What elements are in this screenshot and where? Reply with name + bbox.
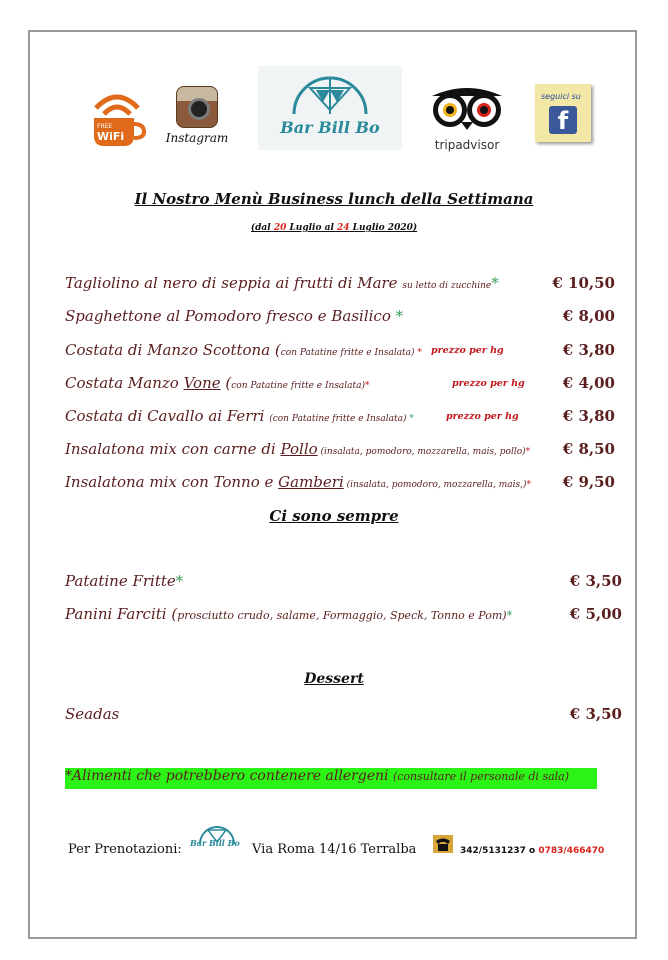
price: € 8,50 (562, 440, 615, 458)
instagram-label: Instagram (165, 131, 229, 145)
menu-item: Tagliolino al nero di seppia ai frutti di Mare su letto di zucchine* € 10,50 (65, 274, 615, 292)
tripadvisor-label: tripadvisor (434, 138, 500, 152)
menu-item: Insalatona mix con carne di Pollo (insalata, pomodoro, mozzarella, mais, pollo)* € 8,50 (65, 440, 615, 458)
bar-logo-icon (258, 66, 402, 150)
price: € 8,00 (562, 307, 615, 325)
tripadvisor-owl-icon (428, 84, 506, 132)
allergen-note: *Alimenti che potrebbero contenere allergeni (consultare il personale di sala) (65, 768, 597, 789)
price: € 3,50 (569, 705, 622, 723)
menu-title: Il Nostro Menù Business lunch della Settimana (134, 190, 534, 208)
menu-dates: (dal 20 Luglio al 24 Luglio 2020) (250, 223, 418, 233)
phone-numbers: 342/5131237 o 0783/466470 (460, 846, 605, 856)
telephone-icon (432, 834, 454, 854)
menu-item: Seadas € 3,50 (65, 705, 622, 723)
facebook-icon[interactable] (535, 84, 591, 142)
price: € 9,50 (562, 473, 615, 491)
price: € 10,50 (552, 274, 615, 292)
menu-item: Spaghettone al Pomodoro fresco e Basilico * € 8,00 (65, 307, 615, 325)
menu-item: Panini Farciti (prosciutto crudo, salame, Formaggio, Speck, Tonno e Pom)* € 5,00 (65, 605, 622, 623)
address: Via Roma 14/16 Terralba (252, 842, 417, 857)
menu-item: Costata di Cavallo ai Ferri (con Patatine fritte e Insalata) * prezzo per hg € 3,80 (65, 407, 615, 425)
price: € 5,00 (569, 605, 622, 623)
bar-logo (258, 66, 402, 150)
menu-item: Costata di Manzo Scottona (con Patatine fritte e Insalata) * prezzo per hg € 3,80 (65, 341, 615, 359)
price-per-hg-note: prezzo per hg (431, 345, 504, 356)
price-per-hg-note: prezzo per hg (452, 378, 525, 389)
price: € 3,80 (562, 407, 615, 425)
logo-row (0, 66, 668, 156)
instagram-icon[interactable] (164, 86, 230, 156)
tripadvisor-icon[interactable] (428, 84, 506, 154)
price-per-hg-note: prezzo per hg (446, 411, 519, 422)
dessert-section-title: Dessert (304, 671, 364, 687)
menu-item: Patatine Fritte* € 3,50 (65, 572, 622, 590)
bar-logo-name: Bar Bill Bo (280, 118, 380, 137)
reservations-label: Per Prenotazioni: (68, 842, 182, 857)
bar-logo-mini-name: Bar Bill Bo (190, 838, 240, 848)
menu-item: Costata Manzo Vone (con Patatine fritte e Insalata)* prezzo per hg € 4,00 (65, 374, 615, 392)
wifi-free-text: FREE (97, 123, 113, 130)
instagram-camera-icon (176, 86, 218, 128)
wifi-text: WiFi (97, 130, 125, 143)
always-section-title: Ci sono sempre (269, 507, 399, 525)
footer (68, 840, 628, 870)
facebook-letter: f (549, 106, 577, 134)
menu-item: Insalatona mix con Tonno e Gamberi (insalata, pomodoro, mozzarella, mais,)* € 9,50 (65, 473, 615, 491)
price: € 4,00 (562, 374, 615, 392)
free-wifi-icon (88, 88, 146, 150)
price: € 3,80 (562, 341, 615, 359)
price: € 3,50 (569, 572, 622, 590)
facebook-label: seguici su (541, 92, 581, 101)
